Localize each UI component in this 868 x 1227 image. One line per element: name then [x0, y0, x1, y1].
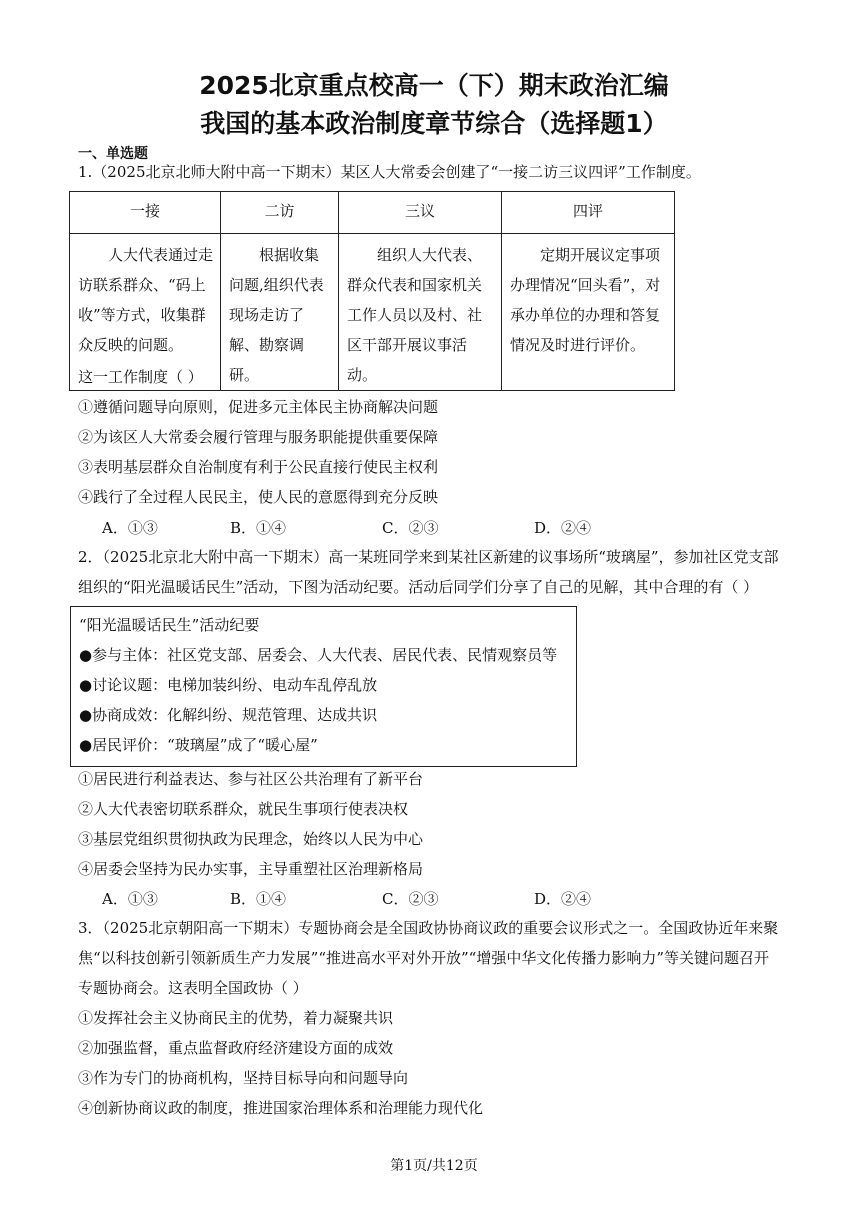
page-number: 第1页/共12页: [390, 1158, 478, 1174]
option-a[interactable]: A．①③: [102, 890, 158, 908]
q3-stem: 焦“以科技创新引领新质生产力发展”“推进高水平对外开放”“增强中华文化传播力影响力”等关键问题召开: [78, 949, 770, 967]
option-c[interactable]: C．②③: [382, 890, 439, 908]
q1-table: [69, 191, 675, 391]
q1-statement: ④践行了全过程人民民主，使人民的意愿得到充分反映: [78, 488, 439, 506]
option-c[interactable]: C．②③: [382, 519, 439, 537]
q2-statement: ②人大代表密切联系群众，就民生事项行使表决权: [78, 800, 409, 818]
q1-table-header: 一接: [70, 192, 221, 234]
q3-statement: ③作为专门的协商机构，坚持目标导向和问题导向: [78, 1069, 409, 1087]
q1-stem: 1.（2025北京北师大附中高一下期末）某区人大常委会创建了“一接二访三议四评”工作制度。: [78, 163, 701, 181]
q2-statement: ④居委会坚持为民办实事，主导重塑社区治理新格局: [78, 860, 424, 878]
q1-table-cell: 定期开展议定事项办理情况“回头看”，对承办单位的办理和答复情况及时进行评价。: [502, 234, 675, 391]
q3-statement: ①发挥社会主义协商民主的优势，着力凝聚共识: [78, 1009, 394, 1027]
q3-stem: 专题协商会。这表明全国政协（ ）: [78, 979, 308, 997]
option-d[interactable]: D．②④: [534, 519, 592, 537]
q1-table-header: 三议: [339, 192, 502, 234]
q2-stem: 组织的“阳光温暖话民生”活动，下图为活动纪要。活动后同学们分享了自己的见解，其中合理的有（ ）: [78, 578, 759, 596]
q1-table-header: 四评: [502, 192, 675, 234]
q2-activity-box: [70, 606, 577, 767]
q3-statement: ②加强监督，重点监督政府经济建设方面的成效: [78, 1039, 394, 1057]
option-b[interactable]: B．①④: [230, 519, 287, 537]
option-a[interactable]: A．①③: [102, 519, 158, 537]
document-subtitle: 我国的基本政治制度章节综合（选择题1）: [200, 109, 668, 138]
q3-stem: 3．（2025北京朝阳高一下期末）专题协商会是全国政协协商议政的重要会议形式之一。全国政协近年来聚: [78, 919, 779, 937]
option-d[interactable]: D．②④: [534, 890, 592, 908]
q1-statement: ③表明基层群众自治制度有利于公民直接行使民主权利: [78, 458, 439, 476]
q2-stem: 2．（2025北京北大附中高一下期末）高一某班同学来到某社区新建的议事场所“玻璃屋”，参加社区党支部: [78, 548, 779, 566]
q1-statement: ②为该区人大常委会履行管理与服务职能提供重要保障: [78, 428, 439, 446]
q1-table-cell: 人大代表通过走访联系群众、“码上收”等方式，收集群众反映的问题。: [70, 234, 221, 391]
box-item: ●讨论议题：电梯加装纠纷、电动车乱停乱放: [79, 676, 378, 694]
document-title: 2025北京重点校高一（下）期末政治汇编: [199, 71, 669, 100]
q3-statement: ④创新协商议政的制度，推进国家治理体系和治理能力现代化: [78, 1099, 484, 1117]
q2-statement: ③基层党组织贯彻执政为民理念，始终以人民为中心: [78, 830, 424, 848]
q1-table-cell: 组织人大代表、群众代表和国家机关工作人员以及村、社区干部开展议事活动。: [339, 234, 502, 391]
q1-table-cell: 根据收集问题,组织代表现场走访了解、勘察调研。: [221, 234, 339, 391]
box-item: ●居民评价：“玻璃屋”成了“暖心屋”: [79, 736, 318, 754]
q1-statement: ①遵循问题导向原则，促进多元主体民主协商解决问题: [78, 398, 439, 416]
q1-question: 这一工作制度（ ）: [78, 368, 203, 386]
option-b[interactable]: B．①④: [230, 890, 287, 908]
box-title: “阳光温暖话民生”活动纪要: [79, 616, 260, 634]
q2-statement: ①居民进行利益表达、参与社区公共治理有了新平台: [78, 770, 424, 788]
box-item: ●参与主体：社区党支部、居委会、人大代表、居民代表、民情观察员等: [79, 646, 558, 664]
section-heading: 一、单选题: [78, 146, 148, 162]
q1-table-header: 二访: [221, 192, 339, 234]
box-item: ●协商成效：化解纠纷、规范管理、达成共识: [79, 706, 378, 724]
